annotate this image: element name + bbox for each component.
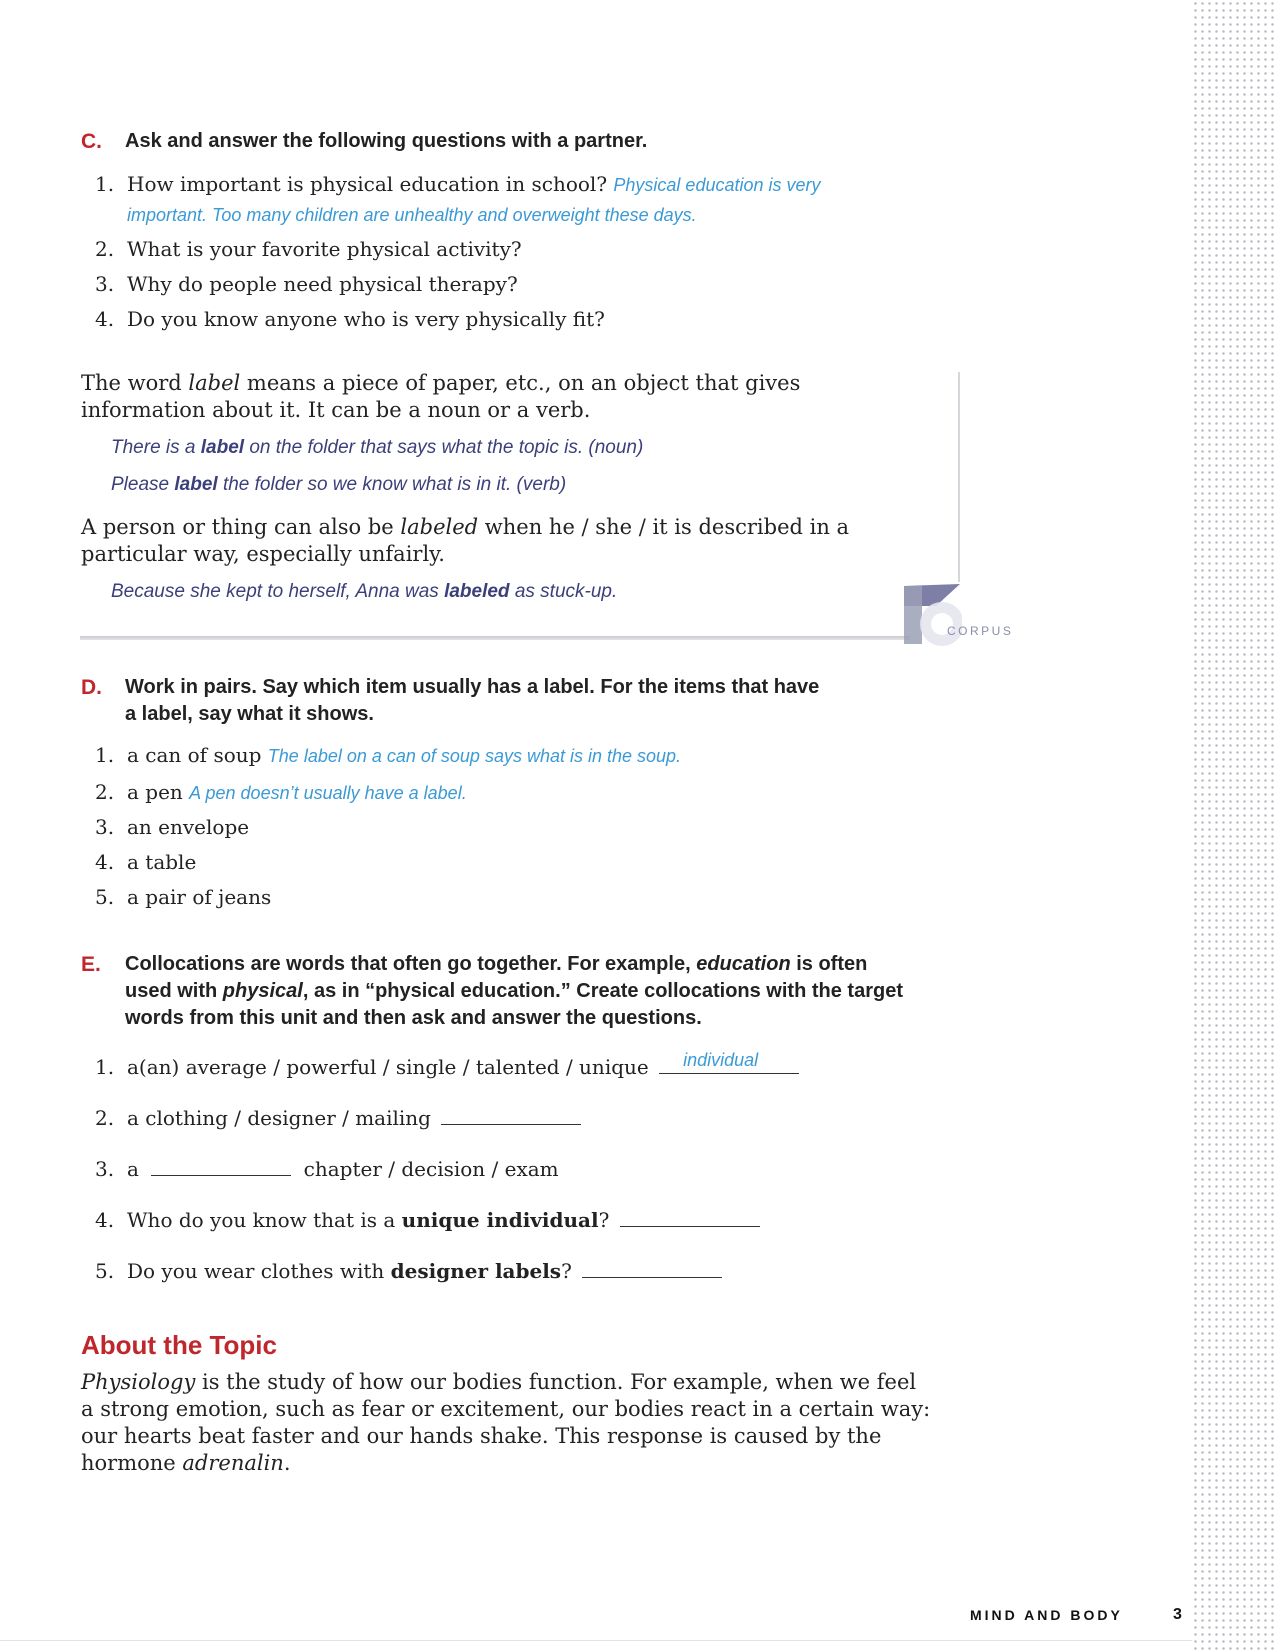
list-item [95,849,196,875]
example-sentence: There is a label on the folder that says what the topic is. (noun) [111,437,644,458]
about-paragraph: Physiology is the study of how our bodies function. For example, when we feel a strong emotion, such as fear or excitement, our bodies react in a certain way: our hearts beat faster and our hands shake. This response is caused by the hormone adrenalin. [81,1370,931,1475]
definition-paragraph: The word label means a piece of paper, etc., on an object that gives information about it. It can be a noun or a verb. [81,371,801,422]
target-word: label [188,371,241,395]
definition-paragraph: A person or thing can also be labeled when he / she / it is described in a particular way, especially unfairly. [81,515,850,566]
item-number: 4. [95,1208,115,1232]
question-text: Why do people need physical therapy? [127,272,518,296]
list-item [95,171,821,198]
answer-blank[interactable] [582,1257,722,1278]
section-e-instruction: Collocations are words that often go together. For example, education is often used with physical, as in “physical education.” Create collocations with the target words from this unit and then ask and answer the questions. [125,953,903,1029]
list-item: 4. Who do you know that is a unique individual? [95,1206,760,1233]
question-text: Do you know anyone who is very physically fit? [127,307,605,331]
list-item [95,1104,581,1131]
list-item: 3. a chapter / decision / exam [95,1157,559,1181]
answer-blank[interactable] [151,1155,291,1176]
bottom-rule [0,1640,1192,1641]
section-e-letter: E. [81,953,101,976]
list-item: 5. Do you wear clothes with designer labels? [95,1257,722,1284]
about-heading: About the Topic [81,1330,277,1360]
section-d-letter: D. [81,676,102,699]
answer-blank[interactable] [659,1050,799,1074]
item-number: 3. [95,1157,115,1181]
item-number: 1. [95,743,115,767]
item-number: 5. [95,1259,115,1283]
sample-answer: Physical education is very [613,175,821,195]
item-number: 4. [95,850,115,874]
list-item [95,271,518,297]
list-item [95,1050,799,1080]
sample-answer: A pen doesn’t usually have a label. [189,783,467,803]
item-text: a(an) average / powerful / single / talented / unique [127,1055,649,1079]
target-word: labeled [400,515,479,539]
item-text: a clothing / designer / mailing [127,1106,431,1130]
item-text: an envelope [127,815,250,839]
item-number: 2. [95,1106,115,1130]
item-number: 2. [95,237,115,261]
question-text: How important is physical education in school? [127,172,608,196]
item-number: 2. [95,780,115,804]
item-number: 1. [95,172,115,196]
section-c-instruction: Ask and answer the following questions with a partner. [125,130,648,152]
list-item [95,236,522,262]
item-number: 3. [95,272,115,296]
corpus-box-bottom-border [80,636,910,640]
list-item [95,306,605,332]
sample-answer: individual [683,1050,759,1070]
list-item [95,884,271,910]
answer-blank[interactable] [620,1206,760,1227]
answer-blank[interactable] [441,1104,581,1125]
footer-title: MIND AND BODY [970,1607,1123,1623]
section-d-instruction: Work in pairs. Say which item usually has a label. For the items that have a label, say what it shows. [125,676,820,725]
item-number: 4. [95,307,115,331]
corpus-logo-icon [902,584,962,654]
decorative-dot-strip [1192,0,1275,1650]
corpus-logo-text: CORPUS [947,624,1014,638]
sample-answer: important. Too many children are unhealthy and overweight these days. [127,205,697,225]
example-sentence: Because she kept to herself, Anna was labeled as stuck-up. [111,581,618,602]
sample-answer: The label on a can of soup says what is in the soup. [267,746,682,766]
item-text: a pair of jeans [127,885,272,909]
question-text: What is your favorite physical activity? [127,237,522,261]
example-sentence: Please label the folder so we know what is in it. (verb) [111,474,567,495]
item-text: a pen [127,780,183,804]
section-c-letter: C. [81,130,102,153]
item-number: 3. [95,815,115,839]
list-item [95,814,249,840]
list-item [95,742,681,769]
page-number: 3 [1173,1606,1182,1623]
item-number: 1. [95,1055,115,1079]
list-item [95,779,467,806]
item-number: 5. [95,885,115,909]
list-item-continuation [127,201,697,228]
item-text: a table [127,850,197,874]
item-text: a can of soup [127,743,262,767]
corpus-box-right-border [958,372,960,582]
